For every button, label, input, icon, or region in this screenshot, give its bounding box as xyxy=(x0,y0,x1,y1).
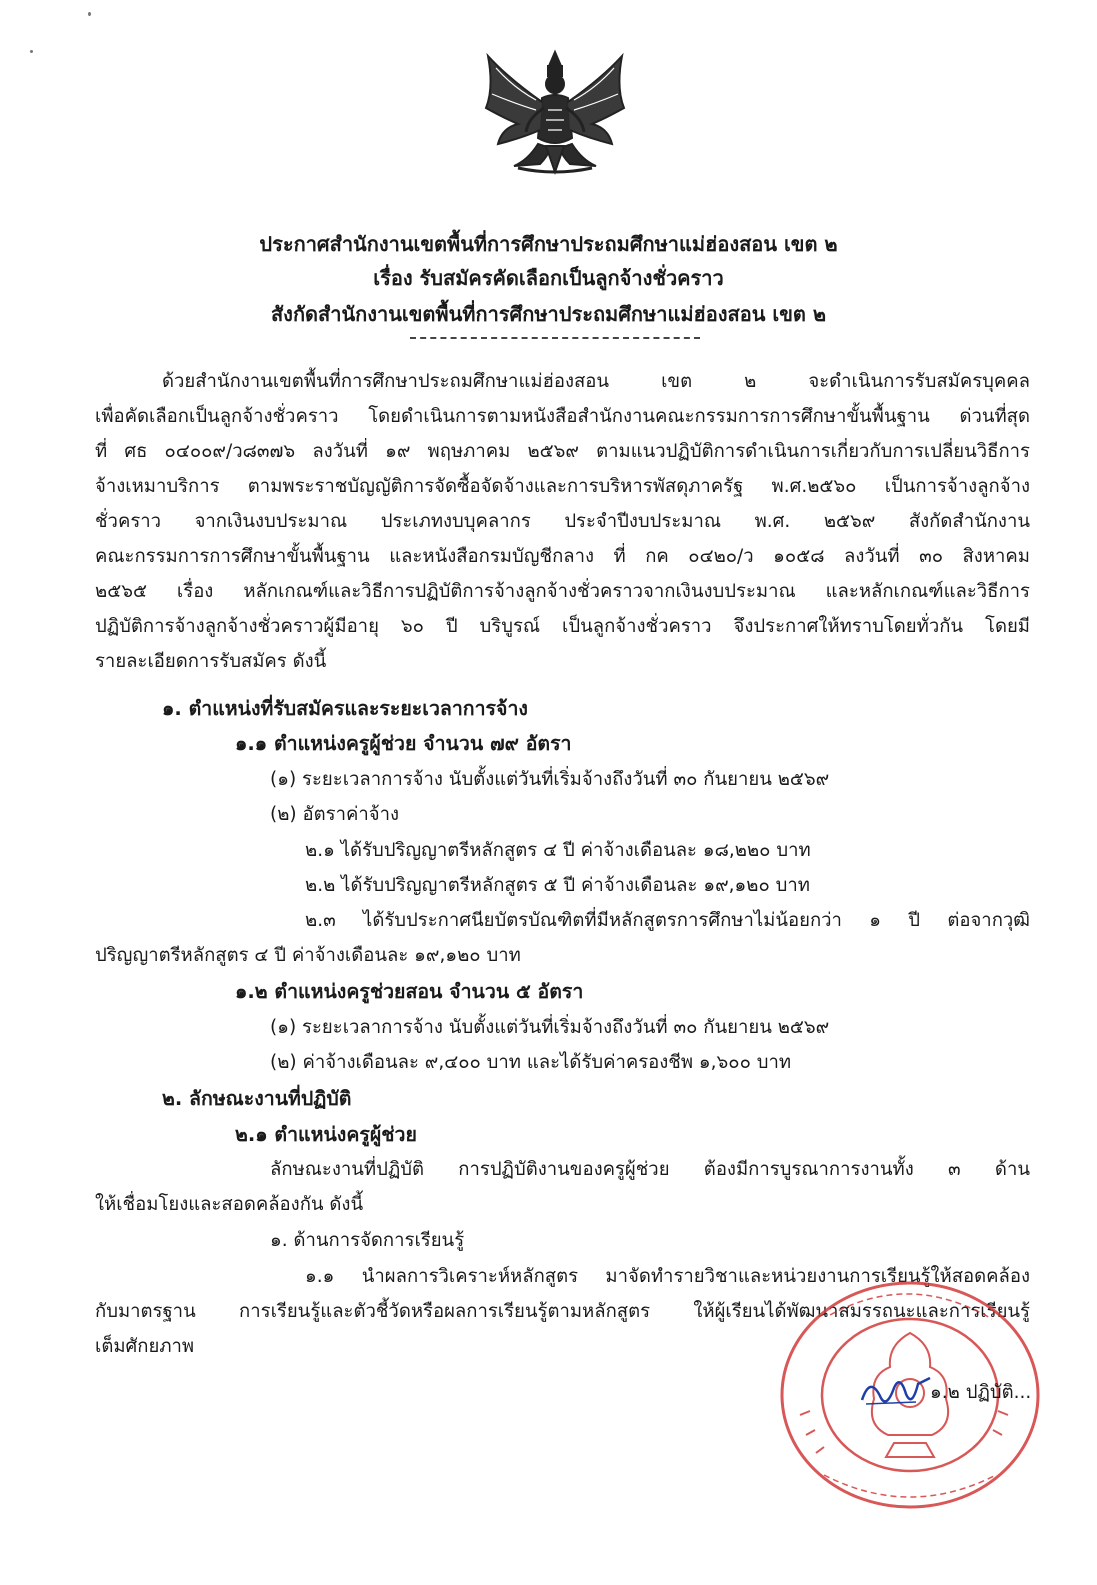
intro-line: รายละเอียดการรับสมัคร ดังนี้ xyxy=(95,651,327,672)
intro-line: เพื่อคัดเลือกเป็นลูกจ้างชั่วคราว โดยดำเนินการตามหนังสือสำนักงานคณะกรรมการการศึกษาขั้นพื้นฐาน ด่วนที่สุด xyxy=(95,406,1030,427)
title-divider xyxy=(410,337,700,339)
garuda-emblem-icon xyxy=(478,48,632,182)
intro-line: ชั่วคราว จากเงินงบประมาณ ประเภทงบบุคลากร ประจำปีงบประมาณ พ.ศ. ๒๕๖๙ สังกัดสำนักงาน xyxy=(95,511,1030,532)
announcement-affiliation: สังกัดสำนักงานเขตพื้นที่การศึกษาประถมศึกษาแม่ฮ่องสอน เขต ๒ xyxy=(270,302,827,326)
intro-line: ที่ ศธ ๐๔๐๐๙/ว๘๓๗๖ ลงวันที่ ๑๙ พฤษภาคม ๒๕๖๙ ตามแนวปฏิบัติการดำเนินการเกี่ยวกับการเปลี่ยนวิธีการ xyxy=(95,441,1030,462)
wage-rate-2-2: ๒.๒ ได้รับปริญญาตรีหลักสูตร ๕ ปี ค่าจ้างเดือนละ ๑๙,๑๒๐ บาท xyxy=(305,875,810,896)
announcement-subject: เรื่อง รับสมัครคัดเลือกเป็นลูกจ้างชั่วคราว xyxy=(373,266,724,290)
scan-speck xyxy=(88,12,91,16)
intro-line: ด้วยสำนักงานเขตพื้นที่การศึกษาประถมศึกษาแม่ฮ่องสอน เขต ๒ จะดำเนินการรับสมัครบุคคล xyxy=(162,371,1030,392)
duty-1-1-cont: กับมาตรฐาน การเรียนรู้และตัวชี้วัดหรือผลการเรียนรู้ตามหลักสูตร ให้ผู้เรียนได้พัฒนาสมรรถนะและการเรียนรู้ xyxy=(95,1301,1030,1322)
announcement-title: ประกาศสำนักงานเขตพื้นที่การศึกษาประถมศึกษาแม่ฮ่องสอน เขต ๒ xyxy=(259,232,838,256)
intro-line: จ้างเหมาบริการ ตามพระราชบัญญัติการจัดซื้อจัดจ้างและการบริหารพัสดุภาครัฐ พ.ศ.๒๕๖๐ เป็นการจ้างลูกจ้าง xyxy=(95,476,1030,497)
signature-icon xyxy=(856,1366,936,1416)
scan-speck xyxy=(30,50,33,53)
position-2-1-title: ๒.๑ ตำแหน่งครูผู้ช่วย xyxy=(235,1123,417,1146)
duties-intro: ลักษณะงานที่ปฏิบัติ การปฏิบัติงานของครูผู้ช่วย ต้องมีการบูรณาการงานทั้ง ๓ ด้าน xyxy=(270,1159,1030,1180)
duty-area-1: ๑. ด้านการจัดการเรียนรู้ xyxy=(270,1230,465,1251)
continuation-marker: ๑.๒ ปฏิบัติ... xyxy=(930,1382,1032,1403)
position-1-2-wage: (๒) ค่าจ้างเดือนละ ๙,๔๐๐ บาท และได้รับค่าครองชีพ ๑,๖๐๐ บาท xyxy=(270,1052,792,1073)
section-1-title: ๑. ตำแหน่งที่รับสมัครและระยะเวลาการจ้าง xyxy=(162,697,528,720)
intro-line: ปฏิบัติการจ้างลูกจ้างชั่วคราวผู้มีอายุ ๖๐ ปี บริบูรณ์ เป็นลูกจ้างชั่วคราว จึงประกาศให้ทราบโดยทั่วกัน โดยมี xyxy=(95,616,1030,637)
duties-intro-cont: ให้เชื่อมโยงและสอดคล้องกัน ดังนี้ xyxy=(95,1194,364,1215)
position-1-1-period: (๑) ระยะเวลาการจ้าง นับตั้งแต่วันที่เริ่มจ้างถึงวันที่ ๓๐ กันยายน ๒๕๖๙ xyxy=(270,769,830,790)
intro-line: ๒๕๖๕ เรื่อง หลักเกณฑ์และวิธีการปฏิบัติการจ้างลูกจ้างชั่วคราวจากเงินงบประมาณ และหลักเกณฑ์และวิธีการ xyxy=(95,581,1030,602)
position-1-2-period: (๑) ระยะเวลาการจ้าง นับตั้งแต่วันที่เริ่มจ้างถึงวันที่ ๓๐ กันยายน ๒๕๖๙ xyxy=(270,1017,830,1038)
wage-rate-2-3: ๒.๓ ได้รับประกาศนียบัตรบัณฑิตที่มีหลักสูตรการศึกษาไม่น้อยกว่า ๑ ปี ต่อจากวุฒิ xyxy=(305,910,1030,931)
position-1-1-wage-heading: (๒) อัตราค่าจ้าง xyxy=(270,804,399,825)
intro-line: คณะกรรมการการศึกษาขั้นพื้นฐาน และหนังสือกรมบัญชีกลาง ที่ กค ๐๔๒๐/ว ๑๐๕๘ ลงวันที่ ๓๐ สิงหาคม xyxy=(95,546,1030,567)
wage-rate-2-1: ๒.๑ ได้รับปริญญาตรีหลักสูตร ๔ ปี ค่าจ้างเดือนละ ๑๘,๒๒๐ บาท xyxy=(305,840,811,861)
section-2-title: ๒. ลักษณะงานที่ปฏิบัติ xyxy=(162,1087,352,1110)
position-1-1-title: ๑.๑ ตำแหน่งครูผู้ช่วย จำนวน ๗๙ อัตรา xyxy=(235,732,572,755)
wage-rate-2-3-cont: ปริญญาตรีหลักสูตร ๔ ปี ค่าจ้างเดือนละ ๑๙,๑๒๐ บาท xyxy=(95,945,521,966)
duty-1-1: ๑.๑ นำผลการวิเคราะห์หลักสูตร มาจัดทำรายวิชาและหน่วยงานการเรียนรู้ให้สอดคล้อง xyxy=(305,1266,1030,1287)
position-1-2-title: ๑.๒ ตำแหน่งครูช่วยสอน จำนวน ๕ อัตรา xyxy=(235,980,584,1003)
duty-1-1-end: เต็มศักยภาพ xyxy=(95,1336,195,1357)
